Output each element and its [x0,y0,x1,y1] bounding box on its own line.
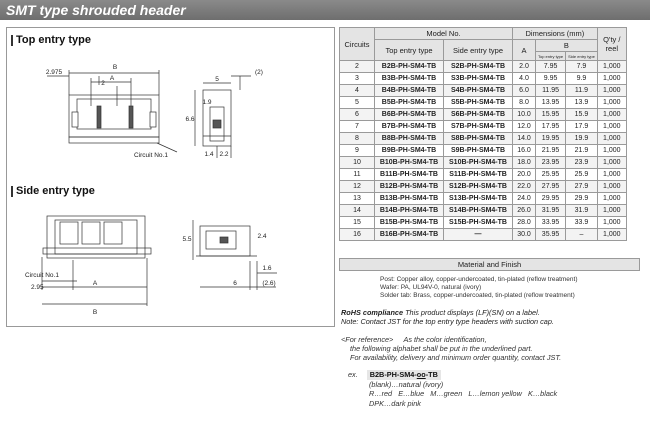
top-circuit-label: Circuit No.1 [134,152,168,159]
th-model-no: Model No. [375,28,513,40]
table-row: 11 B11B-PH-SM4-TB S11B-PH-SM4-TB 20.0 25.95 25.9 1,000 [340,169,627,181]
top-dim-a: A [109,75,115,82]
th-qty: Q'ty / reel [597,28,626,61]
table-row: 4 B4B-PH-SM4-TB S4B-PH-SM4-TB 6.0 11.95 11.9 1,000 [340,85,627,97]
top-dim-5: 5 [215,76,219,83]
reference-block [341,335,561,362]
page-title: SMT type shrouded header [6,2,186,18]
top-dim-22: 2.2 [219,151,229,158]
table-row: 12 B12B-PH-SM4-TB S12B-PH-SM4-TB 22.0 27.95 27.9 1,000 [340,181,627,193]
side-dim-26p: (2.6) [262,280,276,287]
th-a: A [513,40,536,61]
side-dim-295: 2.95 [31,284,44,291]
th-top-entry: Top entry type [375,40,444,61]
table-row: 10 B10B-PH-SM4-TB S10B-PH-SM4-TB 18.0 23.95 23.9 1,000 [340,157,627,169]
th-circuits: Circuits [340,28,375,61]
table-row: 3 B3B-PH-SM4-TB S3B-PH-SM4-TB 4.0 9.95 9.9 1,000 [340,73,627,85]
top-dim-2975: 2.975 [45,69,63,76]
reference-line1: As the color identification, [403,335,487,344]
table-row: 7 B7B-PH-SM4-TB S7B-PH-SM4-TB 12.0 17.95 17.9 1,000 [340,121,627,133]
drawing-panel [6,27,335,327]
rohs-label: RoHS compliance [341,308,404,317]
material-title: Material and Finish [339,258,640,271]
spec-table [339,27,627,241]
side-dim-b: B [92,309,98,316]
side-entry-title: Side entry type [16,185,95,197]
title-banner [0,0,650,20]
th-b-side: Side entry type [566,52,598,61]
table-row: 5 B5B-PH-SM4-TB S5B-PH-SM4-TB 8.0 13.95 13.9 1,000 [340,97,627,109]
material-text [380,276,578,300]
technical-drawing [7,28,334,326]
th-b: B [536,40,598,52]
table-row: 13 B13B-PH-SM4-TB S13B-PH-SM4-TB 24.0 29.95 29.9 1,000 [340,193,627,205]
table-row: 15 B15B-PH-SM4-TB S15B-PH-SM4-TB 28.0 33.95 33.9 1,000 [340,217,627,229]
table-row: 2 B2B-PH-SM4-TB S2B-PH-SM4-TB 2.0 7.95 7.9 1,000 [340,61,627,73]
th-side-entry: Side entry type [444,40,513,61]
side-dim-55: 5.5 [182,236,192,243]
rohs-note: Note: Contact JST for the top entry type headers with suction cap. [341,317,554,326]
example-code: B2B-PH-SM4-oo-TB [367,370,441,380]
example-dpk: DPK…dark pink [369,398,421,408]
top-dim-2: 2 [101,80,105,87]
side-dim-24: 2.4 [257,233,267,240]
material-line: Solder tab: Brass, copper-undercoated, tin-plated (reflow treatment) [380,292,575,299]
side-entry-front-view [42,216,151,306]
side-dim-6: 6 [233,280,237,287]
top-dim-66: 6.6 [185,116,195,123]
table-row: 16 B16B-PH-SM4-TB — 30.0 35.95 – 1,000 [340,229,627,241]
example-block [348,370,557,408]
example-colors: R…red E…blue M…green L…lemon yellow K…black [369,389,558,398]
material-line: Post: Copper alloy, copper-undercoated, tin-plated (reflow treatment) [380,276,578,283]
top-dim-2p: (2) [255,69,263,76]
top-entry-front-view [47,70,177,152]
reference-line2: the following alphabet shall be put in the underlined part. [350,344,533,353]
rohs-text: This product displays (LF)(SN) on a label. [405,308,540,317]
example-prefix: ex. [348,370,358,379]
rohs-block [341,308,554,326]
example-blank: (blank)…natural (ivory) [369,379,444,389]
reference-line3: For availability, delivery and minimum order quantity, contact JST. [350,353,562,362]
top-entry-title: Top entry type [16,34,91,46]
table-row: 14 B14B-PH-SM4-TB S14B-PH-SM4-TB 26.0 31.95 31.9 1,000 [340,205,627,217]
reference-tag: <For reference> [341,335,394,344]
side-dim-a: A [92,280,98,287]
table-row: 6 B6B-PH-SM4-TB S6B-PH-SM4-TB 10.0 15.95 15.9 1,000 [340,109,627,121]
side-circuit-label: Circuit No.1 [25,272,59,279]
top-entry-side-view [195,76,251,158]
th-dimensions: Dimensions (mm) [513,28,598,40]
material-line: Wafer: PA, UL94V-0, natural (ivory) [380,284,482,291]
top-dim-14: 1.4 [204,151,214,158]
top-dim-19: 1.9 [202,99,212,106]
top-dim-b: B [112,64,118,71]
table-row: 8 B8B-PH-SM4-TB S8B-PH-SM4-TB 14.0 19.95 19.9 1,000 [340,133,627,145]
side-dim-16: 1.6 [262,265,272,272]
th-b-top: Top entry type [536,52,566,61]
table-row: 9 B9B-PH-SM4-TB S9B-PH-SM4-TB 16.0 21.95 21.9 1,000 [340,145,627,157]
